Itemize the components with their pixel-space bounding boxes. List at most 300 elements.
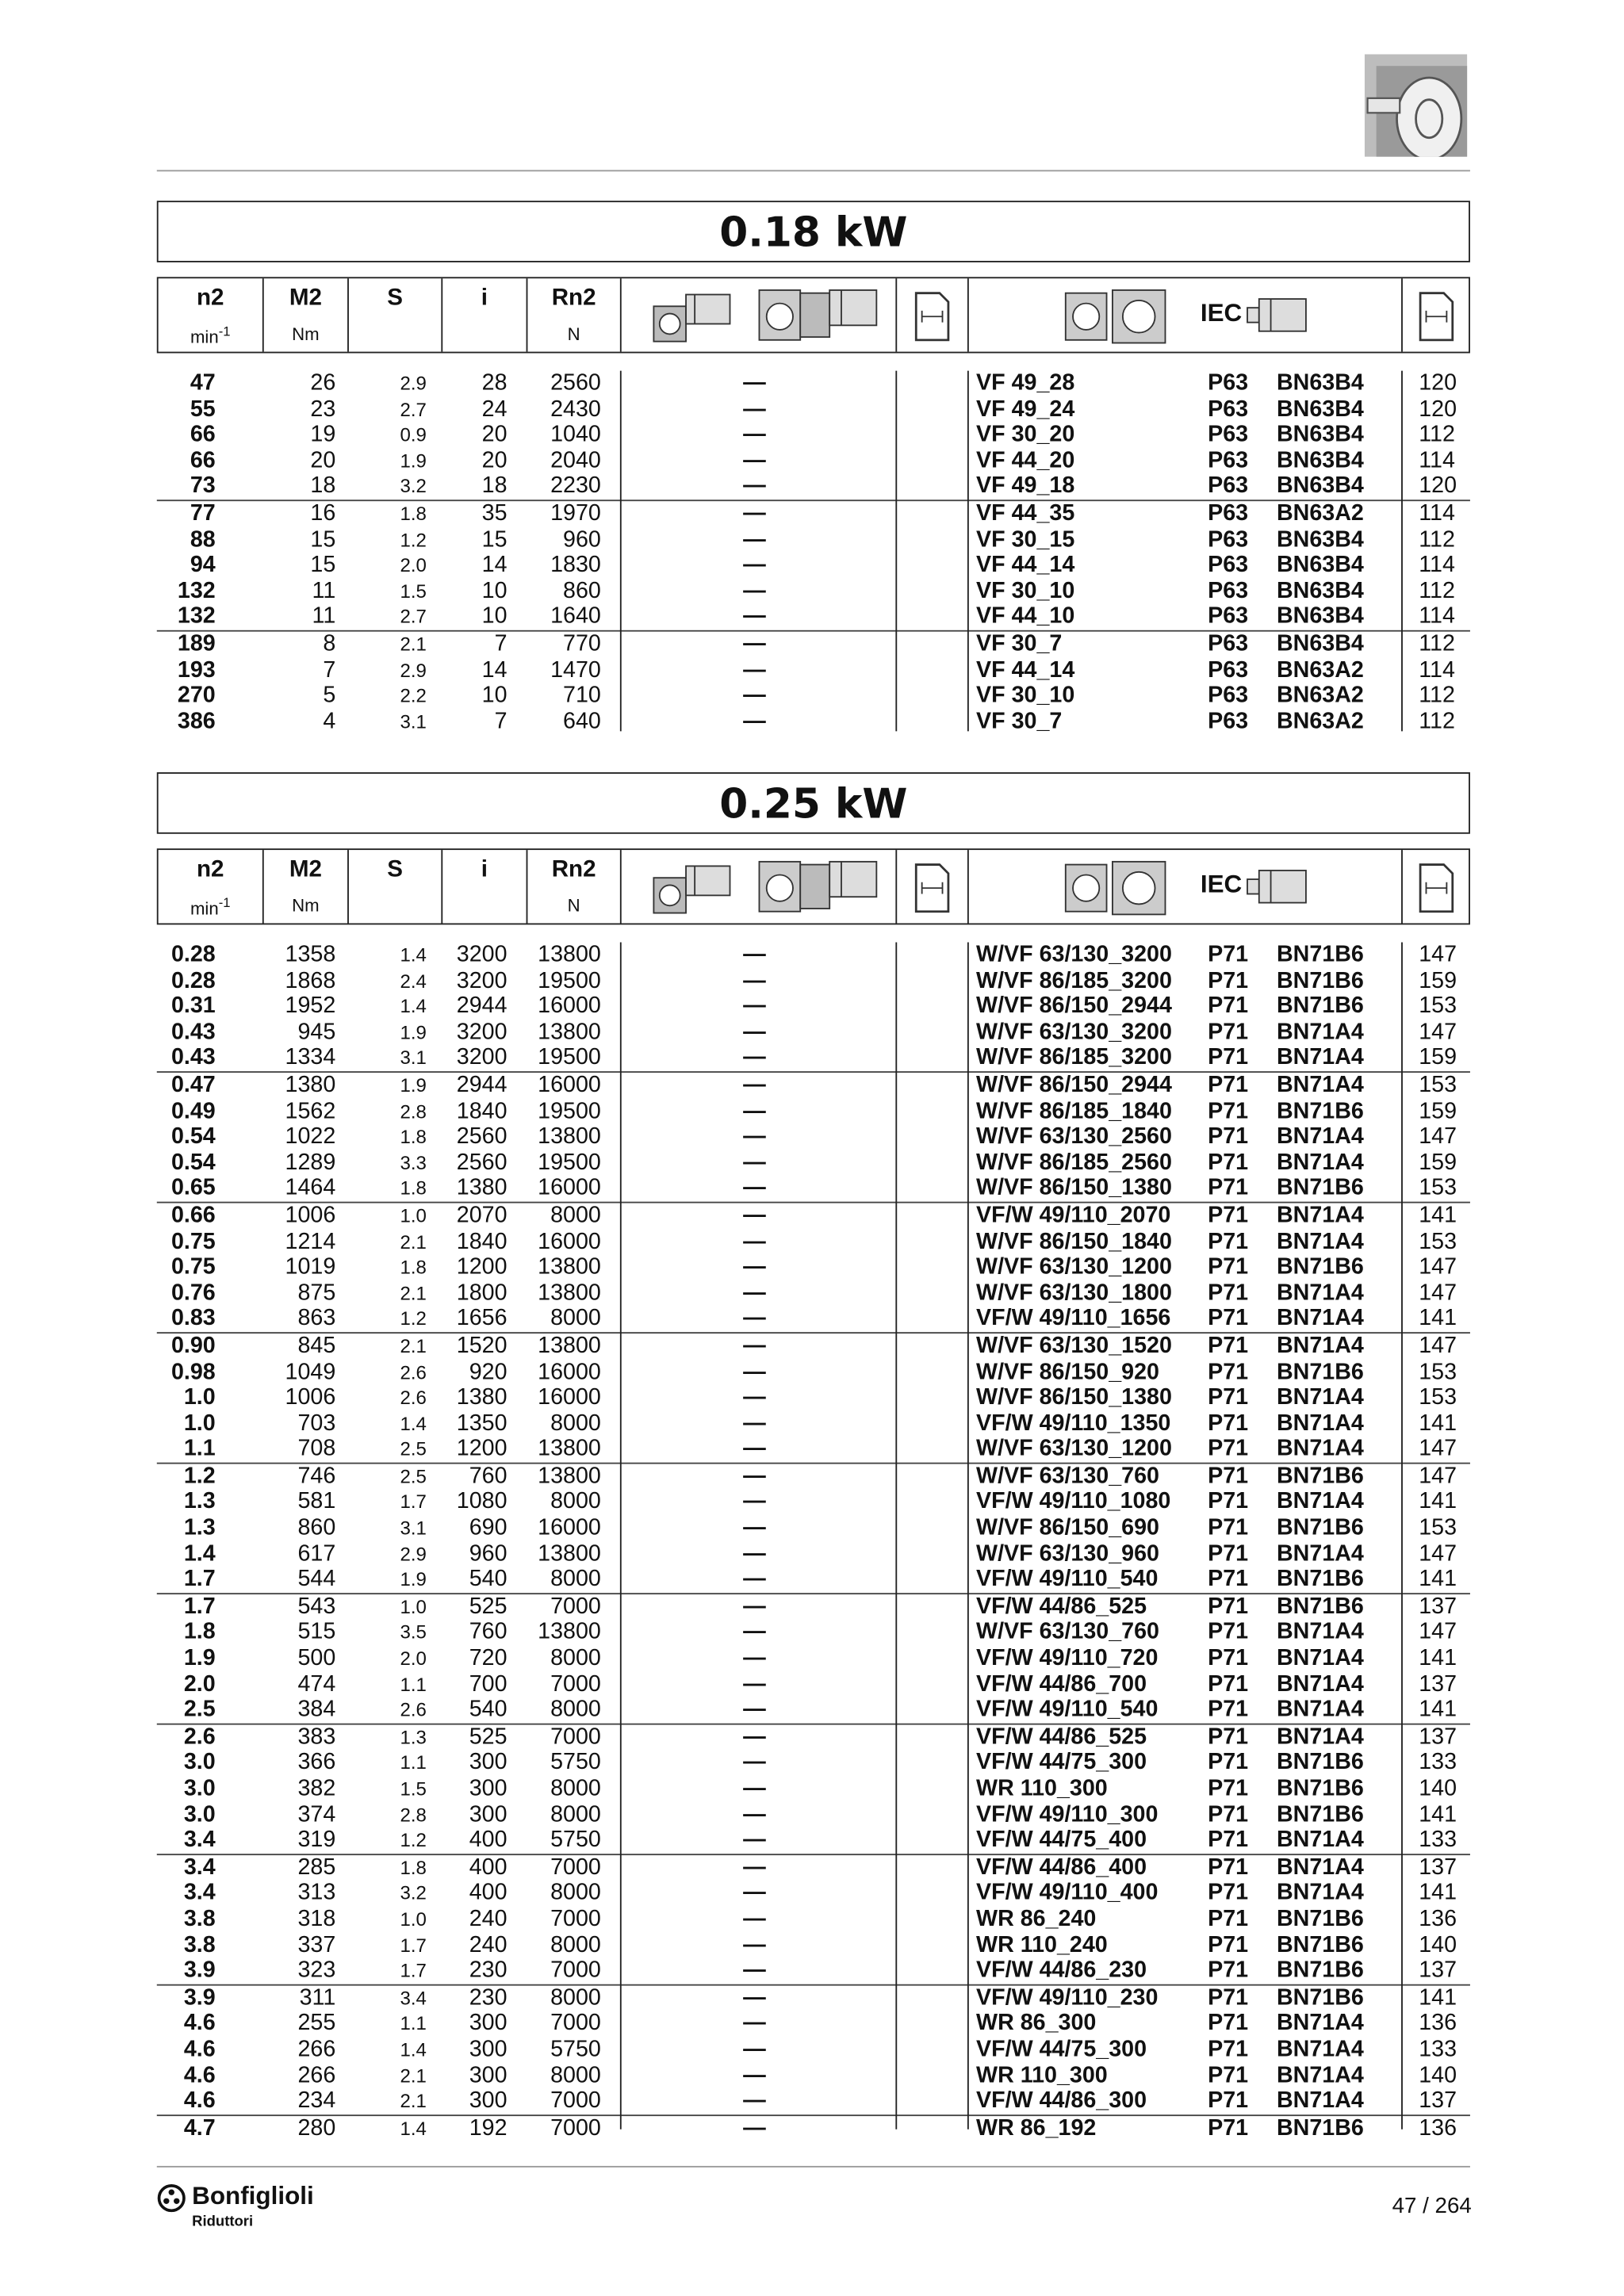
cell-i: 300 xyxy=(469,2062,508,2088)
cell-n2: 4.6 xyxy=(183,2088,216,2114)
cell-rn2: 16000 xyxy=(538,1359,601,1384)
cell-i: 700 xyxy=(469,1671,508,1697)
column-divider xyxy=(895,371,897,732)
cell-page: 159 xyxy=(1419,968,1457,993)
cell-s: 1.8 xyxy=(400,1856,427,1879)
cell-i: 720 xyxy=(469,1645,508,1671)
cell-rn2: 8000 xyxy=(550,1567,601,1592)
cell-i: 400 xyxy=(469,1854,508,1881)
table-row xyxy=(157,1881,1470,1907)
cell-iec-flange: P71 xyxy=(1208,1228,1249,1254)
section-title-box xyxy=(157,772,1470,834)
cell-page: 137 xyxy=(1419,1854,1457,1881)
cell-iec-flange: P63 xyxy=(1208,553,1249,578)
cell-rn2: 16000 xyxy=(538,993,601,1019)
cell-m2: 11 xyxy=(312,578,336,604)
cell-motor: BN63B4 xyxy=(1276,396,1364,422)
cell-gearbox-code: VF/W 44/86_400 xyxy=(976,1854,1147,1881)
cell-i: 24 xyxy=(481,396,508,422)
cell-gearbox-code: W/VF 86/185_3200 xyxy=(976,1045,1172,1071)
cell-iec-flange: P71 xyxy=(1208,1985,1249,2011)
cell-i: 1840 xyxy=(456,1228,508,1254)
cell-n2: 0.28 xyxy=(170,968,216,993)
cell-rn2: 7000 xyxy=(550,1594,601,1620)
table-row xyxy=(157,1490,1470,1516)
cell-dash: — xyxy=(743,1150,766,1175)
cell-motor: BN71A4 xyxy=(1276,1671,1364,1697)
header-s-label: S xyxy=(387,285,403,311)
cell-dash: — xyxy=(743,1881,766,1906)
cell-n2: 189 xyxy=(177,631,216,656)
footer-rule xyxy=(157,2166,1470,2168)
cell-i: 540 xyxy=(469,1567,508,1592)
header-iec-icons xyxy=(969,278,1403,351)
table-row xyxy=(157,1020,1470,1046)
cell-rn2: 7000 xyxy=(550,1957,601,1984)
cell-dash: — xyxy=(743,1045,766,1071)
cell-iec-flange: P71 xyxy=(1208,1645,1249,1671)
page-reference-icon xyxy=(1417,290,1455,343)
cell-gearbox-code: W/VF 63/130_1520 xyxy=(976,1333,1172,1359)
table-row xyxy=(157,1254,1470,1280)
cell-rn2: 7000 xyxy=(550,2088,601,2114)
cell-rn2: 7000 xyxy=(550,1906,601,1932)
cell-gearbox-code: VF/W 49/110_1656 xyxy=(976,1306,1171,1331)
cell-m2: 1952 xyxy=(285,993,336,1019)
combined-gearmotor-icon xyxy=(756,855,879,920)
cell-rn2: 13800 xyxy=(538,1280,601,1306)
cell-motor: BN63B4 xyxy=(1276,526,1364,553)
cell-s: 3.1 xyxy=(400,1047,427,1070)
cell-dash: — xyxy=(743,993,766,1019)
cell-dash: — xyxy=(743,1098,766,1123)
cell-n2: 2.0 xyxy=(183,1671,216,1697)
cell-dash: — xyxy=(743,683,766,709)
cell-m2: 1562 xyxy=(285,1098,336,1123)
cell-m2: 4 xyxy=(323,709,336,734)
cell-m2: 23 xyxy=(310,396,336,422)
cell-rn2: 5750 xyxy=(550,1827,601,1853)
cell-page: 141 xyxy=(1419,1645,1457,1671)
cell-i: 1350 xyxy=(456,1410,508,1436)
cell-s: 2.6 xyxy=(400,1360,427,1383)
cell-gearbox-code: W/VF 86/150_690 xyxy=(976,1515,1159,1540)
cell-motor: BN71A4 xyxy=(1276,2062,1364,2088)
table-row xyxy=(157,1776,1470,1802)
cell-rn2: 7000 xyxy=(550,1724,601,1750)
cell-dash: — xyxy=(743,631,766,656)
cell-n2: 4.6 xyxy=(183,2037,216,2062)
cell-rn2: 8000 xyxy=(550,1489,601,1515)
cell-dash: — xyxy=(743,1464,766,1489)
cell-s: 2.8 xyxy=(400,1803,427,1826)
cell-iec-flange: P71 xyxy=(1208,1594,1249,1620)
cell-page: 120 xyxy=(1419,473,1457,499)
cell-page: 147 xyxy=(1419,1436,1457,1462)
cell-i: 18 xyxy=(481,473,508,499)
cell-s: 1.3 xyxy=(400,1726,427,1748)
cell-n2: 3.9 xyxy=(183,1957,216,1984)
cell-s: 1.2 xyxy=(400,528,427,551)
worm-gearbox-icon xyxy=(1063,855,1192,920)
cell-dash: — xyxy=(743,1410,766,1436)
cell-dash: — xyxy=(743,1776,766,1801)
cell-motor: BN71A4 xyxy=(1276,2088,1364,2114)
cell-dash: — xyxy=(743,1436,766,1462)
cell-motor: BN63B4 xyxy=(1276,553,1364,578)
cell-s: 1.0 xyxy=(400,1595,427,1618)
table-row xyxy=(157,1827,1470,1854)
column-divider xyxy=(620,371,622,732)
cell-gearbox-code: VF 30_7 xyxy=(976,709,1063,734)
header-m2-label: M2 xyxy=(289,857,322,882)
cell-dash: — xyxy=(743,1567,766,1592)
cell-motor: BN71A4 xyxy=(1276,1384,1364,1410)
cell-m2: 544 xyxy=(297,1567,336,1592)
cell-s: 2.7 xyxy=(400,606,427,628)
cell-i: 240 xyxy=(469,1932,508,1957)
cell-iec-flange: P71 xyxy=(1208,1072,1249,1098)
cell-motor: BN63A2 xyxy=(1276,683,1364,709)
cell-gearbox-code: WR 86_240 xyxy=(976,1906,1097,1932)
gearmotor-icon xyxy=(651,860,739,919)
cell-page: 147 xyxy=(1419,1280,1457,1306)
cell-i: 230 xyxy=(469,1985,508,2011)
cell-i: 1380 xyxy=(456,1176,508,1201)
cell-rn2: 2430 xyxy=(550,396,601,422)
cell-dash: — xyxy=(743,1645,766,1671)
cell-s: 2.1 xyxy=(400,1230,427,1253)
cell-dash: — xyxy=(743,370,766,396)
cell-rn2: 13800 xyxy=(538,1464,601,1489)
cell-gearbox-code: VF/W 44/86_525 xyxy=(976,1594,1147,1620)
cell-page: 140 xyxy=(1419,2062,1457,2088)
cell-m2: 1380 xyxy=(285,1072,336,1098)
cell-i: 240 xyxy=(469,1906,508,1932)
cell-i: 3200 xyxy=(456,1020,508,1045)
column-divider xyxy=(895,943,897,2129)
cell-i: 3200 xyxy=(456,942,508,967)
cell-motor: BN63A2 xyxy=(1276,501,1364,526)
cell-i: 14 xyxy=(481,553,508,578)
cell-rn2: 8000 xyxy=(550,2062,601,2088)
header-gearmotor-icons xyxy=(622,850,897,923)
cell-dash: — xyxy=(743,1932,766,1957)
cell-n2: 1.9 xyxy=(183,1645,216,1671)
cell-page: 153 xyxy=(1419,1384,1457,1410)
cell-iec-flange: P71 xyxy=(1208,1515,1249,1540)
cell-m2: 581 xyxy=(297,1489,336,1515)
cell-m2: 1289 xyxy=(285,1150,336,1175)
cell-n2: 0.90 xyxy=(170,1333,216,1359)
cell-s: 1.7 xyxy=(400,1959,427,1982)
cell-s: 1.9 xyxy=(400,1073,427,1096)
cell-n2: 3.4 xyxy=(183,1827,216,1853)
cell-dash: — xyxy=(743,2115,766,2141)
cell-motor: BN71A4 xyxy=(1276,1280,1364,1306)
cell-rn2: 16000 xyxy=(538,1384,601,1410)
cell-rn2: 16000 xyxy=(538,1072,601,1098)
table-row xyxy=(157,423,1470,449)
cell-iec-flange: P71 xyxy=(1208,2011,1249,2037)
cell-rn2: 8000 xyxy=(550,1932,601,1957)
cell-s: 2.1 xyxy=(400,2090,427,2112)
cell-rn2: 1970 xyxy=(550,501,601,526)
cell-i: 540 xyxy=(469,1697,508,1723)
header-m2: M2 Nm xyxy=(264,850,349,923)
cell-n2: 2.6 xyxy=(183,1724,216,1750)
cell-iec-flange: P71 xyxy=(1208,1724,1249,1750)
cell-rn2: 19500 xyxy=(538,1045,601,1071)
table-row xyxy=(157,1280,1470,1307)
cell-motor: BN71B6 xyxy=(1276,1932,1364,1957)
header-page-icon-2 xyxy=(1403,278,1472,351)
cell-motor: BN71B6 xyxy=(1276,993,1364,1019)
cell-s: 1.8 xyxy=(400,502,427,525)
cell-iec-flange: P71 xyxy=(1208,1254,1249,1280)
cell-m2: 1464 xyxy=(285,1176,336,1201)
cell-page: 112 xyxy=(1419,631,1455,656)
table-row xyxy=(157,604,1470,630)
cell-motor: BN71A4 xyxy=(1276,1045,1364,1071)
cell-motor: BN71B6 xyxy=(1276,2115,1364,2141)
cell-i: 7 xyxy=(494,709,508,734)
cell-page: 141 xyxy=(1419,1567,1457,1592)
data-table xyxy=(157,943,1470,2142)
cell-motor: BN63B4 xyxy=(1276,422,1364,448)
cell-gearbox-code: W/VF 86/150_1380 xyxy=(976,1384,1172,1410)
cell-page: 141 xyxy=(1419,1203,1457,1228)
cell-iec-flange: P71 xyxy=(1208,993,1249,1019)
cell-rn2: 2040 xyxy=(550,448,601,473)
cell-page: 120 xyxy=(1419,370,1457,396)
cell-gearbox-code: VF/W 49/110_230 xyxy=(976,1985,1159,2011)
cell-m2: 323 xyxy=(297,1957,336,1984)
cell-i: 300 xyxy=(469,2011,508,2037)
cell-motor: BN63B4 xyxy=(1276,370,1364,396)
cell-iec-flange: P63 xyxy=(1208,473,1249,499)
bonfiglioli-logo-icon xyxy=(157,2183,186,2213)
cell-dash: — xyxy=(743,1697,766,1723)
cell-iec-flange: P71 xyxy=(1208,2115,1249,2141)
table-row xyxy=(157,1932,1470,1958)
cell-m2: 746 xyxy=(297,1464,336,1489)
cell-iec-flange: P71 xyxy=(1208,1124,1249,1150)
cell-rn2: 8000 xyxy=(550,1776,601,1801)
cell-iec-flange: P71 xyxy=(1208,1750,1249,1776)
cell-gearbox-code: VF 44_14 xyxy=(976,553,1075,578)
cell-motor: BN71A4 xyxy=(1276,1540,1364,1567)
cell-s: 1.8 xyxy=(400,1177,427,1200)
cell-m2: 266 xyxy=(297,2062,336,2088)
cell-gearbox-code: VF/W 44/75_300 xyxy=(976,2037,1147,2062)
cell-iec-flange: P71 xyxy=(1208,1436,1249,1462)
cell-m2: 945 xyxy=(297,1020,336,1045)
table-row xyxy=(157,1646,1470,1672)
cell-m2: 383 xyxy=(297,1724,336,1750)
cell-motor: BN71A4 xyxy=(1276,1436,1364,1462)
cell-m2: 266 xyxy=(297,2037,336,2062)
cell-dash: — xyxy=(743,1515,766,1540)
cell-dash: — xyxy=(743,1671,766,1697)
header-s xyxy=(349,850,442,923)
cell-dash: — xyxy=(743,1906,766,1932)
cell-page: 133 xyxy=(1419,2037,1457,2062)
table-row xyxy=(157,1802,1470,1828)
cell-dash: — xyxy=(743,1594,766,1620)
table-row xyxy=(157,1984,1470,2011)
cell-rn2: 13800 xyxy=(538,1540,601,1567)
cell-n2: 1.7 xyxy=(183,1567,216,1592)
cell-page: 137 xyxy=(1419,1671,1457,1697)
brand-subtitle: Riduttori xyxy=(192,2214,254,2231)
cell-n2: 1.0 xyxy=(183,1410,216,1436)
worm-gearbox-icon xyxy=(1063,285,1192,349)
cell-rn2: 860 xyxy=(563,578,601,604)
table-row xyxy=(157,968,1470,994)
cell-n2: 132 xyxy=(177,578,216,604)
cell-rn2: 7000 xyxy=(550,1854,601,1881)
table-row xyxy=(157,1332,1470,1359)
page-reference-icon xyxy=(1417,862,1455,915)
cell-m2: 863 xyxy=(297,1306,336,1331)
cell-rn2: 13800 xyxy=(538,1436,601,1462)
cell-dash: — xyxy=(743,1801,766,1827)
cell-n2: 1.0 xyxy=(183,1384,216,1410)
cell-s: 3.1 xyxy=(400,710,427,733)
cell-page: 147 xyxy=(1419,1124,1457,1150)
header-i xyxy=(442,850,527,923)
cell-s: 1.4 xyxy=(400,943,427,966)
cell-s: 0.9 xyxy=(400,423,427,446)
cell-iec-flange: P71 xyxy=(1208,1150,1249,1175)
cell-motor: BN71B6 xyxy=(1276,1464,1364,1489)
cell-n2: 3.0 xyxy=(183,1750,216,1776)
cell-gearbox-code: VF/W 49/110_2070 xyxy=(976,1203,1171,1228)
cell-page: 140 xyxy=(1419,1776,1457,1801)
cell-motor: BN71B6 xyxy=(1276,968,1364,993)
cell-rn2: 1640 xyxy=(550,604,601,629)
cell-gearbox-code: W/VF 63/130_1800 xyxy=(976,1280,1172,1306)
cell-motor: BN71A4 xyxy=(1276,2037,1364,2062)
cell-gearbox-code: VF/W 49/110_540 xyxy=(976,1567,1159,1592)
cell-m2: 255 xyxy=(297,2011,336,2037)
column-divider xyxy=(967,943,969,2129)
table-row xyxy=(157,1907,1470,1933)
table-row xyxy=(157,1307,1470,1333)
cell-m2: 474 xyxy=(297,1671,336,1697)
cell-m2: 703 xyxy=(297,1410,336,1436)
cell-m2: 311 xyxy=(299,1985,336,2011)
header-n2: n2 $\min^{-1}$ xyxy=(159,850,264,923)
cell-n2: 73 xyxy=(190,473,216,499)
cell-motor: BN71B6 xyxy=(1276,1801,1364,1827)
table-row xyxy=(157,371,1470,397)
cell-m2: 1049 xyxy=(285,1359,336,1384)
cell-m2: 1334 xyxy=(285,1045,336,1071)
cell-m2: 500 xyxy=(297,1645,336,1671)
cell-iec-flange: P71 xyxy=(1208,1776,1249,1801)
cell-page: 159 xyxy=(1419,1150,1457,1175)
cell-dash: — xyxy=(743,1280,766,1306)
cell-iec-flange: P71 xyxy=(1208,1359,1249,1384)
table-row xyxy=(157,1462,1470,1489)
cell-m2: 515 xyxy=(297,1620,336,1645)
table-row xyxy=(157,474,1470,500)
cell-s: 1.2 xyxy=(400,1307,427,1330)
cell-motor: BN71A4 xyxy=(1276,1645,1364,1671)
cell-iec-flange: P63 xyxy=(1208,578,1249,604)
cell-n2: 47 xyxy=(190,370,216,396)
column-divider xyxy=(1401,943,1403,2129)
cell-n2: 0.75 xyxy=(170,1254,216,1280)
table-row xyxy=(157,579,1470,605)
cell-i: 35 xyxy=(481,501,508,526)
cell-dash: — xyxy=(743,1124,766,1150)
cell-i: 230 xyxy=(469,1957,508,1984)
page-reference-icon xyxy=(914,862,952,915)
cell-motor: BN71B6 xyxy=(1276,942,1364,967)
cell-rn2: 1040 xyxy=(550,422,601,448)
table-row xyxy=(157,1410,1470,1437)
cell-gearbox-code: W/VF 86/150_2944 xyxy=(976,993,1172,1019)
cell-motor: BN71B6 xyxy=(1276,1957,1364,1984)
cell-gearbox-code: VF 44_14 xyxy=(976,657,1075,683)
cell-gearbox-code: VF 30_15 xyxy=(976,526,1075,553)
cell-page: 141 xyxy=(1419,1801,1457,1827)
cell-page: 159 xyxy=(1419,1098,1457,1123)
cell-gearbox-code: W/VF 63/130_1200 xyxy=(976,1436,1172,1462)
cell-i: 2944 xyxy=(456,1072,508,1098)
cell-gearbox-code: VF 30_20 xyxy=(976,422,1075,448)
cell-n2: 0.66 xyxy=(170,1203,216,1228)
cell-dash: — xyxy=(743,968,766,993)
header-n2-label: n2 xyxy=(196,285,224,311)
iec-label: IEC xyxy=(1200,299,1243,327)
cell-motor: BN71B6 xyxy=(1276,1098,1364,1123)
cell-page: 133 xyxy=(1419,1827,1457,1853)
cell-dash: — xyxy=(743,657,766,683)
cell-n2: 77 xyxy=(190,501,216,526)
cell-gearbox-code: VF 30_7 xyxy=(976,631,1063,656)
cell-gearbox-code: WR 110_240 xyxy=(976,1932,1108,1957)
cell-dash: — xyxy=(743,1359,766,1384)
cell-i: 7 xyxy=(494,631,508,656)
cell-n2: 132 xyxy=(177,604,216,629)
cell-i: 1520 xyxy=(456,1333,508,1359)
cell-i: 300 xyxy=(469,2088,508,2114)
page-number: 47 / 264 xyxy=(1392,2194,1472,2219)
cell-s: 1.4 xyxy=(400,2117,427,2140)
cell-iec-flange: P63 xyxy=(1208,683,1249,709)
cell-page: 141 xyxy=(1419,1985,1457,2011)
cell-gearbox-code: VF 44_10 xyxy=(976,604,1075,629)
cell-iec-flange: P71 xyxy=(1208,1280,1249,1306)
cell-motor: BN63A2 xyxy=(1276,709,1364,734)
cell-s: 2.6 xyxy=(400,1698,427,1721)
cell-rn2: 7000 xyxy=(550,1671,601,1697)
cell-page: 137 xyxy=(1419,1724,1457,1750)
cell-n2: 1.1 xyxy=(183,1436,216,1462)
cell-i: 2944 xyxy=(456,993,508,1019)
cell-m2: 374 xyxy=(297,1801,336,1827)
cell-i: 920 xyxy=(469,1359,508,1384)
table-row xyxy=(157,1697,1470,1724)
cell-s: 1.5 xyxy=(400,1777,427,1800)
cell-m2: 708 xyxy=(297,1436,336,1462)
section-title-box xyxy=(157,201,1470,262)
cell-i: 300 xyxy=(469,1776,508,1801)
